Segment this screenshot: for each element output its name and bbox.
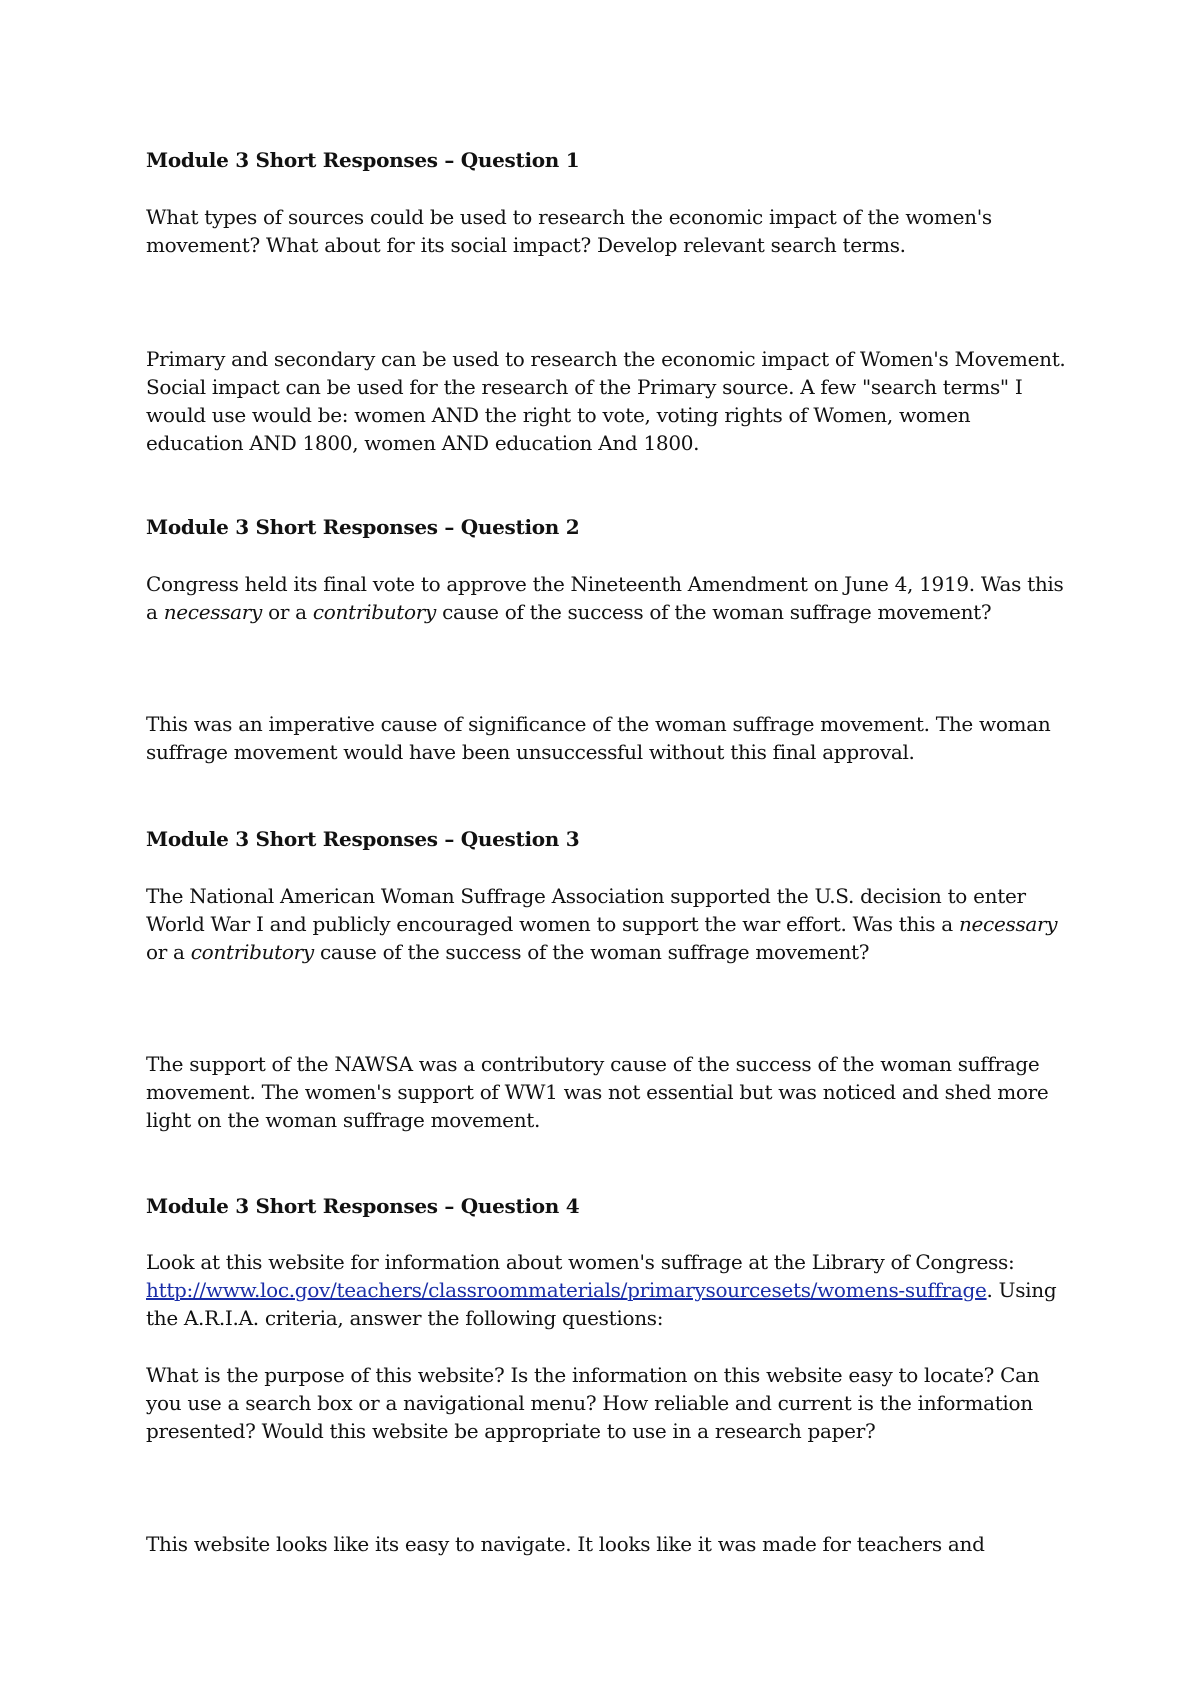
section-4-question: What is the purpose of this website? Is the information on this website easy to locate? Can you use a search box or a navigational menu? How reliable and current is the information presented? Would this website be appropriate to use in a research paper? [146, 1363, 1040, 1443]
section-2-question-text-or: or a [262, 600, 313, 624]
section-2-question-emphasis-contributory: contributory [312, 600, 437, 624]
section-2-answer: This was an imperative cause of significance of the woman suffrage movement. The woman suffrage movement would have been unsuccessful without this final approval. [146, 712, 1051, 764]
section-3-question [146, 882, 1066, 966]
section-2-question-emphasis-necessary: necessary [163, 600, 263, 624]
section-3-heading: Module 3 Short Responses – Question 3 [146, 827, 580, 851]
section-4-heading: Module 3 Short Responses – Question 4 [146, 1194, 580, 1218]
section-2-question-text-end: cause of the success of the woman suffrage movement? [436, 600, 992, 624]
section-1-heading: Module 3 Short Responses – Question 1 [146, 148, 580, 172]
section-2-heading: Module 3 Short Responses – Question 2 [146, 515, 580, 539]
section-4-question-intro [146, 1248, 1066, 1332]
section-1-question: What types of sources could be used to research the economic impact of the women's movement? What about for its social impact? Develop relevant search terms. [146, 205, 992, 257]
section-4-intro-after-link: . Using the A.R.I.A. criteria, answer the following questions: [146, 1278, 1057, 1330]
section-4-intro-text: Look at this website for information about women's suffrage at the Library of Congress: [146, 1250, 1015, 1274]
section-3-question-emphasis-contributory: contributory [190, 940, 314, 964]
section-3-answer: The support of the NAWSA was a contributory cause of the success of the woman suffrage movement. The women's support of WW1 was not essential but was noticed and shed more light on the woman suffrage movement. [146, 1052, 1049, 1132]
loc-website-link[interactable]: http://www.loc.gov/teachers/classroommaterials/primarysourcesets/womens-suffrage [146, 1278, 987, 1302]
section-2-question [146, 570, 1066, 626]
section-3-question-emphasis-necessary: necessary [958, 912, 1058, 936]
section-1-answer: Primary and secondary can be used to research the economic impact of Women's Movement. Social impact can be used for the research of the Primary source. A few "search terms" I would use would be: women AND the right to vote, voting rights of Women, women education AND 1800, women AND education And 1800. [146, 347, 1066, 455]
section-3-question-text-or: or a [146, 940, 191, 964]
section-3-question-text-end: cause of the success of the woman suffrage movement? [313, 940, 870, 964]
section-4-answer: This website looks like its easy to navigate. It looks like it was made for teachers and [146, 1532, 985, 1556]
section-2-question-text: Congress held its final vote to approve the Nineteenth Amendment on June 4, 1919. Was this a [146, 572, 1064, 624]
section-3-question-text: The National American Woman Suffrage Association supported the U.S. decision to enter World War I and publicly encouraged women to support the war effort. Was this a [146, 884, 1026, 936]
